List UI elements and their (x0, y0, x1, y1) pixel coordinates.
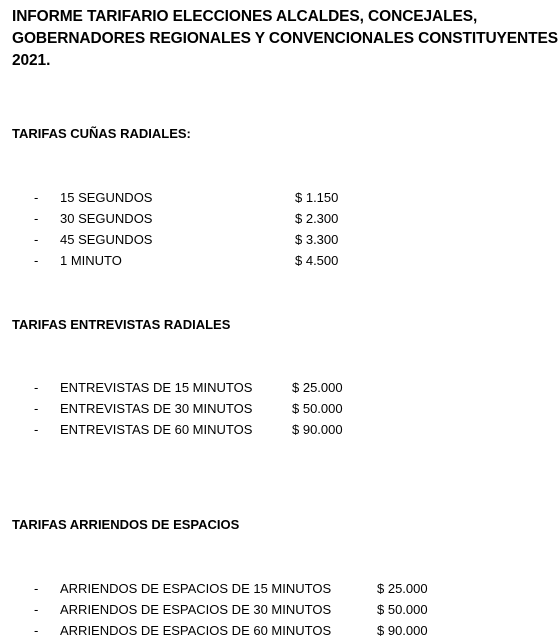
item-price: $ 25.000 (377, 581, 428, 596)
item-label: 15 SEGUNDOS (60, 190, 153, 205)
list-item (0, 419, 560, 440)
item-price: $ 50.000 (292, 401, 343, 416)
list-item (0, 208, 560, 229)
item-label: 1 MINUTO (60, 253, 122, 268)
item-label: 30 SEGUNDOS (60, 211, 153, 226)
section-heading: TARIFAS ARRIENDOS DE ESPACIOS (12, 517, 240, 532)
title-line: INFORME TARIFARIO ELECCIONES ALCALDES, CONCEJALES, (12, 8, 478, 25)
bullet-dash: - (34, 211, 39, 226)
item-price: $ 2.300 (295, 211, 339, 226)
list-item (0, 578, 560, 599)
bullet-dash: - (34, 581, 39, 596)
bullet-dash: - (34, 422, 39, 437)
bullet-dash: - (34, 401, 39, 416)
bullet-dash: - (34, 623, 39, 638)
list-item (0, 599, 560, 620)
item-price: $ 90.000 (377, 623, 428, 638)
item-price: $ 1.150 (295, 190, 339, 205)
bullet-dash: - (34, 602, 39, 617)
list-item (0, 377, 560, 398)
bullet-dash: - (34, 190, 39, 205)
title-line: 2021. (12, 52, 51, 69)
list-item (0, 620, 560, 641)
item-price: $ 25.000 (292, 380, 343, 395)
item-price: $ 4.500 (295, 253, 339, 268)
bullet-dash: - (34, 380, 39, 395)
title-line: GOBERNADORES REGIONALES Y CONVENCIONALES CONSTITUYENTES (12, 30, 558, 47)
item-label: ENTREVISTAS DE 60 MINUTOS (60, 422, 253, 437)
item-label: ENTREVISTAS DE 30 MINUTOS (60, 401, 253, 416)
list-item (0, 250, 560, 271)
item-label: ARRIENDOS DE ESPACIOS DE 60 MINUTOS (60, 623, 332, 638)
item-label: ENTREVISTAS DE 15 MINUTOS (60, 380, 253, 395)
item-price: $ 50.000 (377, 602, 428, 617)
item-label: ARRIENDOS DE ESPACIOS DE 15 MINUTOS (60, 581, 332, 596)
list-item (0, 187, 560, 208)
section-heading: TARIFAS CUÑAS RADIALES: (12, 126, 191, 141)
item-label: ARRIENDOS DE ESPACIOS DE 30 MINUTOS (60, 602, 332, 617)
item-price: $ 3.300 (295, 232, 339, 247)
item-price: $ 90.000 (292, 422, 343, 437)
item-label: 45 SEGUNDOS (60, 232, 153, 247)
bullet-dash: - (34, 253, 39, 268)
document-title (12, 6, 558, 72)
section-heading: TARIFAS ENTREVISTAS RADIALES (12, 317, 231, 332)
list-item (0, 398, 560, 419)
bullet-dash: - (34, 232, 39, 247)
list-item (0, 229, 560, 250)
